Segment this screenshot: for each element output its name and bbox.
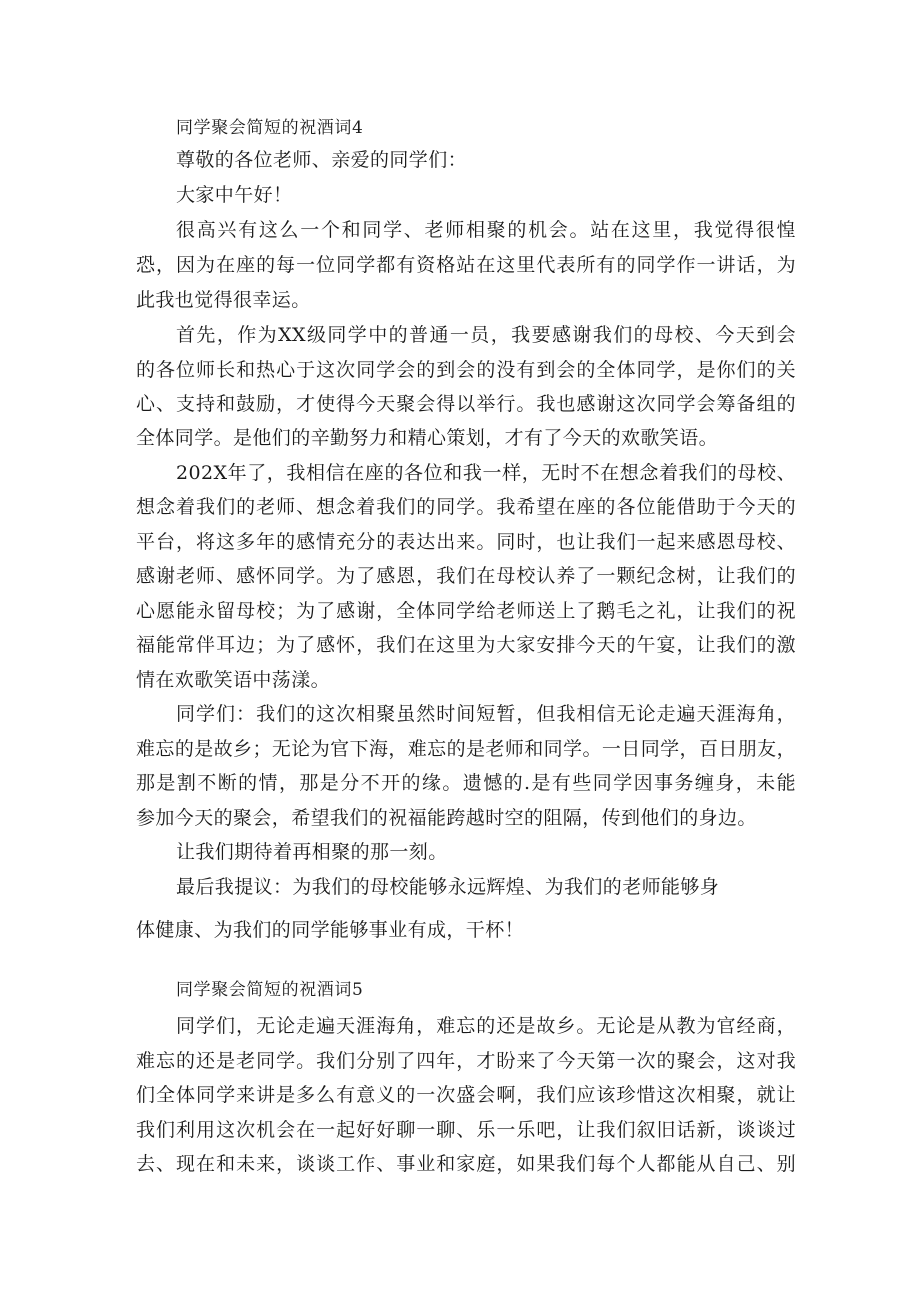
paragraph-line: 我们利用这次机会在一起好好聊一聊、乐一乐吧，让我们叙旧话新，谈谈过 [136, 1119, 796, 1141]
paragraph-line: 心、支持和鼓励，才使得今天聚会得以举行。我也感谢这次同学会筹备组的 [136, 393, 796, 415]
paragraph-line: 难忘的还是老同学。我们分别了四年，才盼来了今天第一次的聚会，这对我 [136, 1050, 796, 1072]
paragraph-line: 恐，因为在座的每一位同学都有资格站在这里代表所有的同学作一讲话，为 [136, 254, 796, 276]
paragraph-line: 情在欢歌笑语中荡漾。 [136, 669, 331, 691]
paragraph-line: 首先，作为XX级同学中的普通一员，我要感谢我们的母校、今天到会 [176, 324, 796, 346]
paragraph-line: 让我们期待着再相聚的那一刻。 [176, 841, 448, 863]
paragraph-line: 心愿能永留母校；为了感谢，全体同学给老师送上了鹅毛之礼，让我们的祝 [136, 600, 796, 622]
paragraph-line: 的各位师长和热心于这次同学会的到会的没有到会的全体同学，是你们的关 [136, 359, 796, 381]
paragraph-line: 同学们，无论走遍天涯海角，难忘的还是故乡。无论是从教为官经商， [176, 1015, 796, 1037]
paragraph-line: 此我也觉得很幸运。 [136, 289, 311, 311]
greeting-line: 尊敬的各位老师、亲爱的同学们： [176, 149, 468, 171]
section-title: 同学聚会简短的祝酒词4 [176, 118, 364, 138]
paragraph-line: 福能常伴耳边；为了感怀，我们在这里为大家安排今天的午宴，让我们的激 [136, 634, 796, 656]
paragraph-line: 那是割不断的情，那是分不开的缘。遗憾的.是有些同学因事务缠身，未能 [136, 772, 796, 794]
paragraph-line: 去、现在和未来，谈谈工作、事业和家庭，如果我们每个人都能从自己、别 [136, 1153, 796, 1175]
hello-line: 大家中午好！ [176, 184, 293, 206]
paragraph-line: 平台，将这多年的感情充分的表达出来。同时，也让我们一起来感恩母校、 [136, 531, 796, 553]
paragraph-line: 很高兴有这么一个和同学、老师相聚的机会。站在这里，我觉得很惶 [176, 219, 796, 241]
paragraph-line: 体健康、为我们的同学能够事业有成，干杯！ [136, 919, 525, 941]
paragraph-line: 们全体同学来讲是多么有意义的一次盛会啊，我们应该珍惜这次相聚，就让 [136, 1084, 796, 1106]
section-title: 同学聚会简短的祝酒词5 [176, 980, 364, 1000]
paragraph-line: 同学们：我们的这次相聚虽然时间短暂，但我相信无论走遍天涯海角， [176, 703, 796, 725]
paragraph-line: 难忘的是故乡；无论为官下海，难忘的是老师和同学。一日同学，百日朋友， [136, 738, 796, 760]
paragraph-line: 202X年了，我相信在座的各位和我一样，无时不在想念着我们的母校、 [176, 462, 796, 484]
paragraph-line: 参加今天的聚会，希望我们的祝福能跨越时空的阻隔，传到他们的身边。 [136, 807, 757, 829]
paragraph-line: 最后我提议：为我们的母校能够永远辉煌、为我们的老师能够身 [176, 876, 720, 898]
paragraph-line: 全体同学。是他们的辛勤努力和精心策划，才有了今天的欢歌笑语。 [136, 427, 719, 449]
paragraph-line: 感谢老师、感怀同学。为了感恩，我们在母校认养了一颗纪念树，让我们的 [136, 565, 796, 587]
paragraph-line: 想念着我们的老师、想念着我们的同学。我希望在座的各位能借助于今天的 [136, 496, 796, 518]
